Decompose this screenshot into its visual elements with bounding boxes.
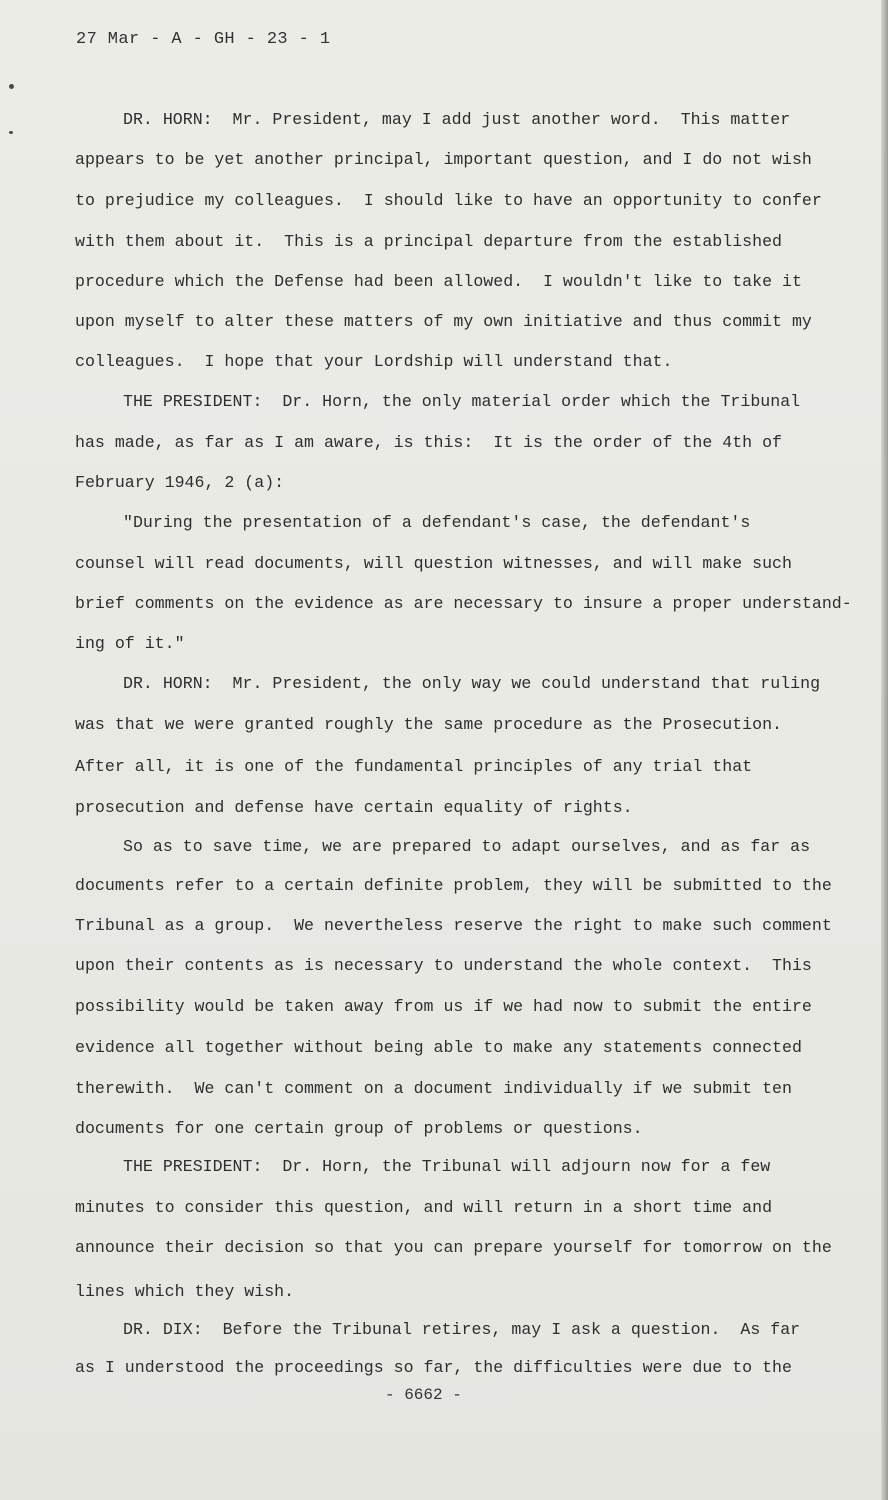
transcript-line: has made, as far as I am aware, is this: It is the order of the 4th of	[75, 433, 783, 452]
transcript-line: as I understood the proceedings so far, the difficulties were due to the	[75, 1358, 792, 1377]
transcript-line: possibility would be taken away from us if we had now to submit the entire	[75, 997, 812, 1016]
punch-hole-mark	[9, 131, 13, 134]
transcript-line: DR. HORN: Mr. President, may I add just another word. This matter	[123, 110, 791, 129]
transcript-line: documents for one certain group of problems or questions.	[75, 1119, 643, 1138]
transcript-line: evidence all together without being able to make any statements connected	[75, 1038, 802, 1057]
page-number: - 6662 -	[385, 1386, 462, 1404]
quotation-line: "During the presentation of a defendant's case, the defendant's	[123, 513, 751, 532]
transcript-line: So as to save time, we are prepared to adapt ourselves, and as far as	[123, 837, 811, 856]
document-reference: 27 Mar - A - GH - 23 - 1	[76, 30, 331, 49]
transcript-line: upon myself to alter these matters of my own initiative and thus commit my	[75, 312, 812, 331]
transcript-line: documents refer to a certain definite problem, they will be submitted to the	[75, 876, 832, 895]
transcript-line: procedure which the Defense had been allowed. I wouldn't like to take it	[75, 272, 802, 291]
quotation-line: brief comments on the evidence as are necessary to insure a proper understand-	[75, 594, 852, 613]
punch-hole-mark	[9, 84, 14, 89]
transcript-line: February 1946, 2 (a):	[75, 473, 285, 492]
transcript-line: appears to be yet another principal, important question, and I do not wish	[75, 150, 812, 169]
transcript-line: minutes to consider this question, and will return in a short time and	[75, 1198, 773, 1217]
quotation-line: ing of it."	[75, 634, 185, 653]
transcript-line: announce their decision so that you can prepare yourself for tomorrow on the	[75, 1238, 832, 1257]
page-edge-shadow	[881, 0, 888, 1500]
transcript-line: After all, it is one of the fundamental principles of any trial that	[75, 757, 753, 776]
transcript-line: THE PRESIDENT: Dr. Horn, the Tribunal will adjourn now for a few	[123, 1157, 771, 1176]
transcript-line: colleagues. I hope that your Lordship will understand that.	[75, 352, 673, 371]
transcript-line: THE PRESIDENT: Dr. Horn, the only material order which the Tribunal	[123, 392, 801, 411]
transcript-line: upon their contents as is necessary to understand the whole context. This	[75, 956, 812, 975]
transcript-line: with them about it. This is a principal departure from the established	[75, 232, 783, 251]
transcript-line: prosecution and defense have certain equality of rights.	[75, 798, 633, 817]
transcript-line: to prejudice my colleagues. I should like to have an opportunity to confer	[75, 191, 822, 210]
transcript-line: DR. HORN: Mr. President, the only way we could understand that ruling	[123, 674, 821, 693]
quotation-line: counsel will read documents, will question witnesses, and will make such	[75, 554, 792, 573]
transcript-line: Tribunal as a group. We nevertheless reserve the right to make such comment	[75, 916, 832, 935]
transcript-line: lines which they wish.	[75, 1282, 295, 1301]
transcript-line: DR. DIX: Before the Tribunal retires, may I ask a question. As far	[123, 1320, 801, 1339]
transcript-line: was that we were granted roughly the same procedure as the Prosecution.	[75, 715, 783, 734]
transcript-line: therewith. We can't comment on a document individually if we submit ten	[75, 1079, 792, 1098]
